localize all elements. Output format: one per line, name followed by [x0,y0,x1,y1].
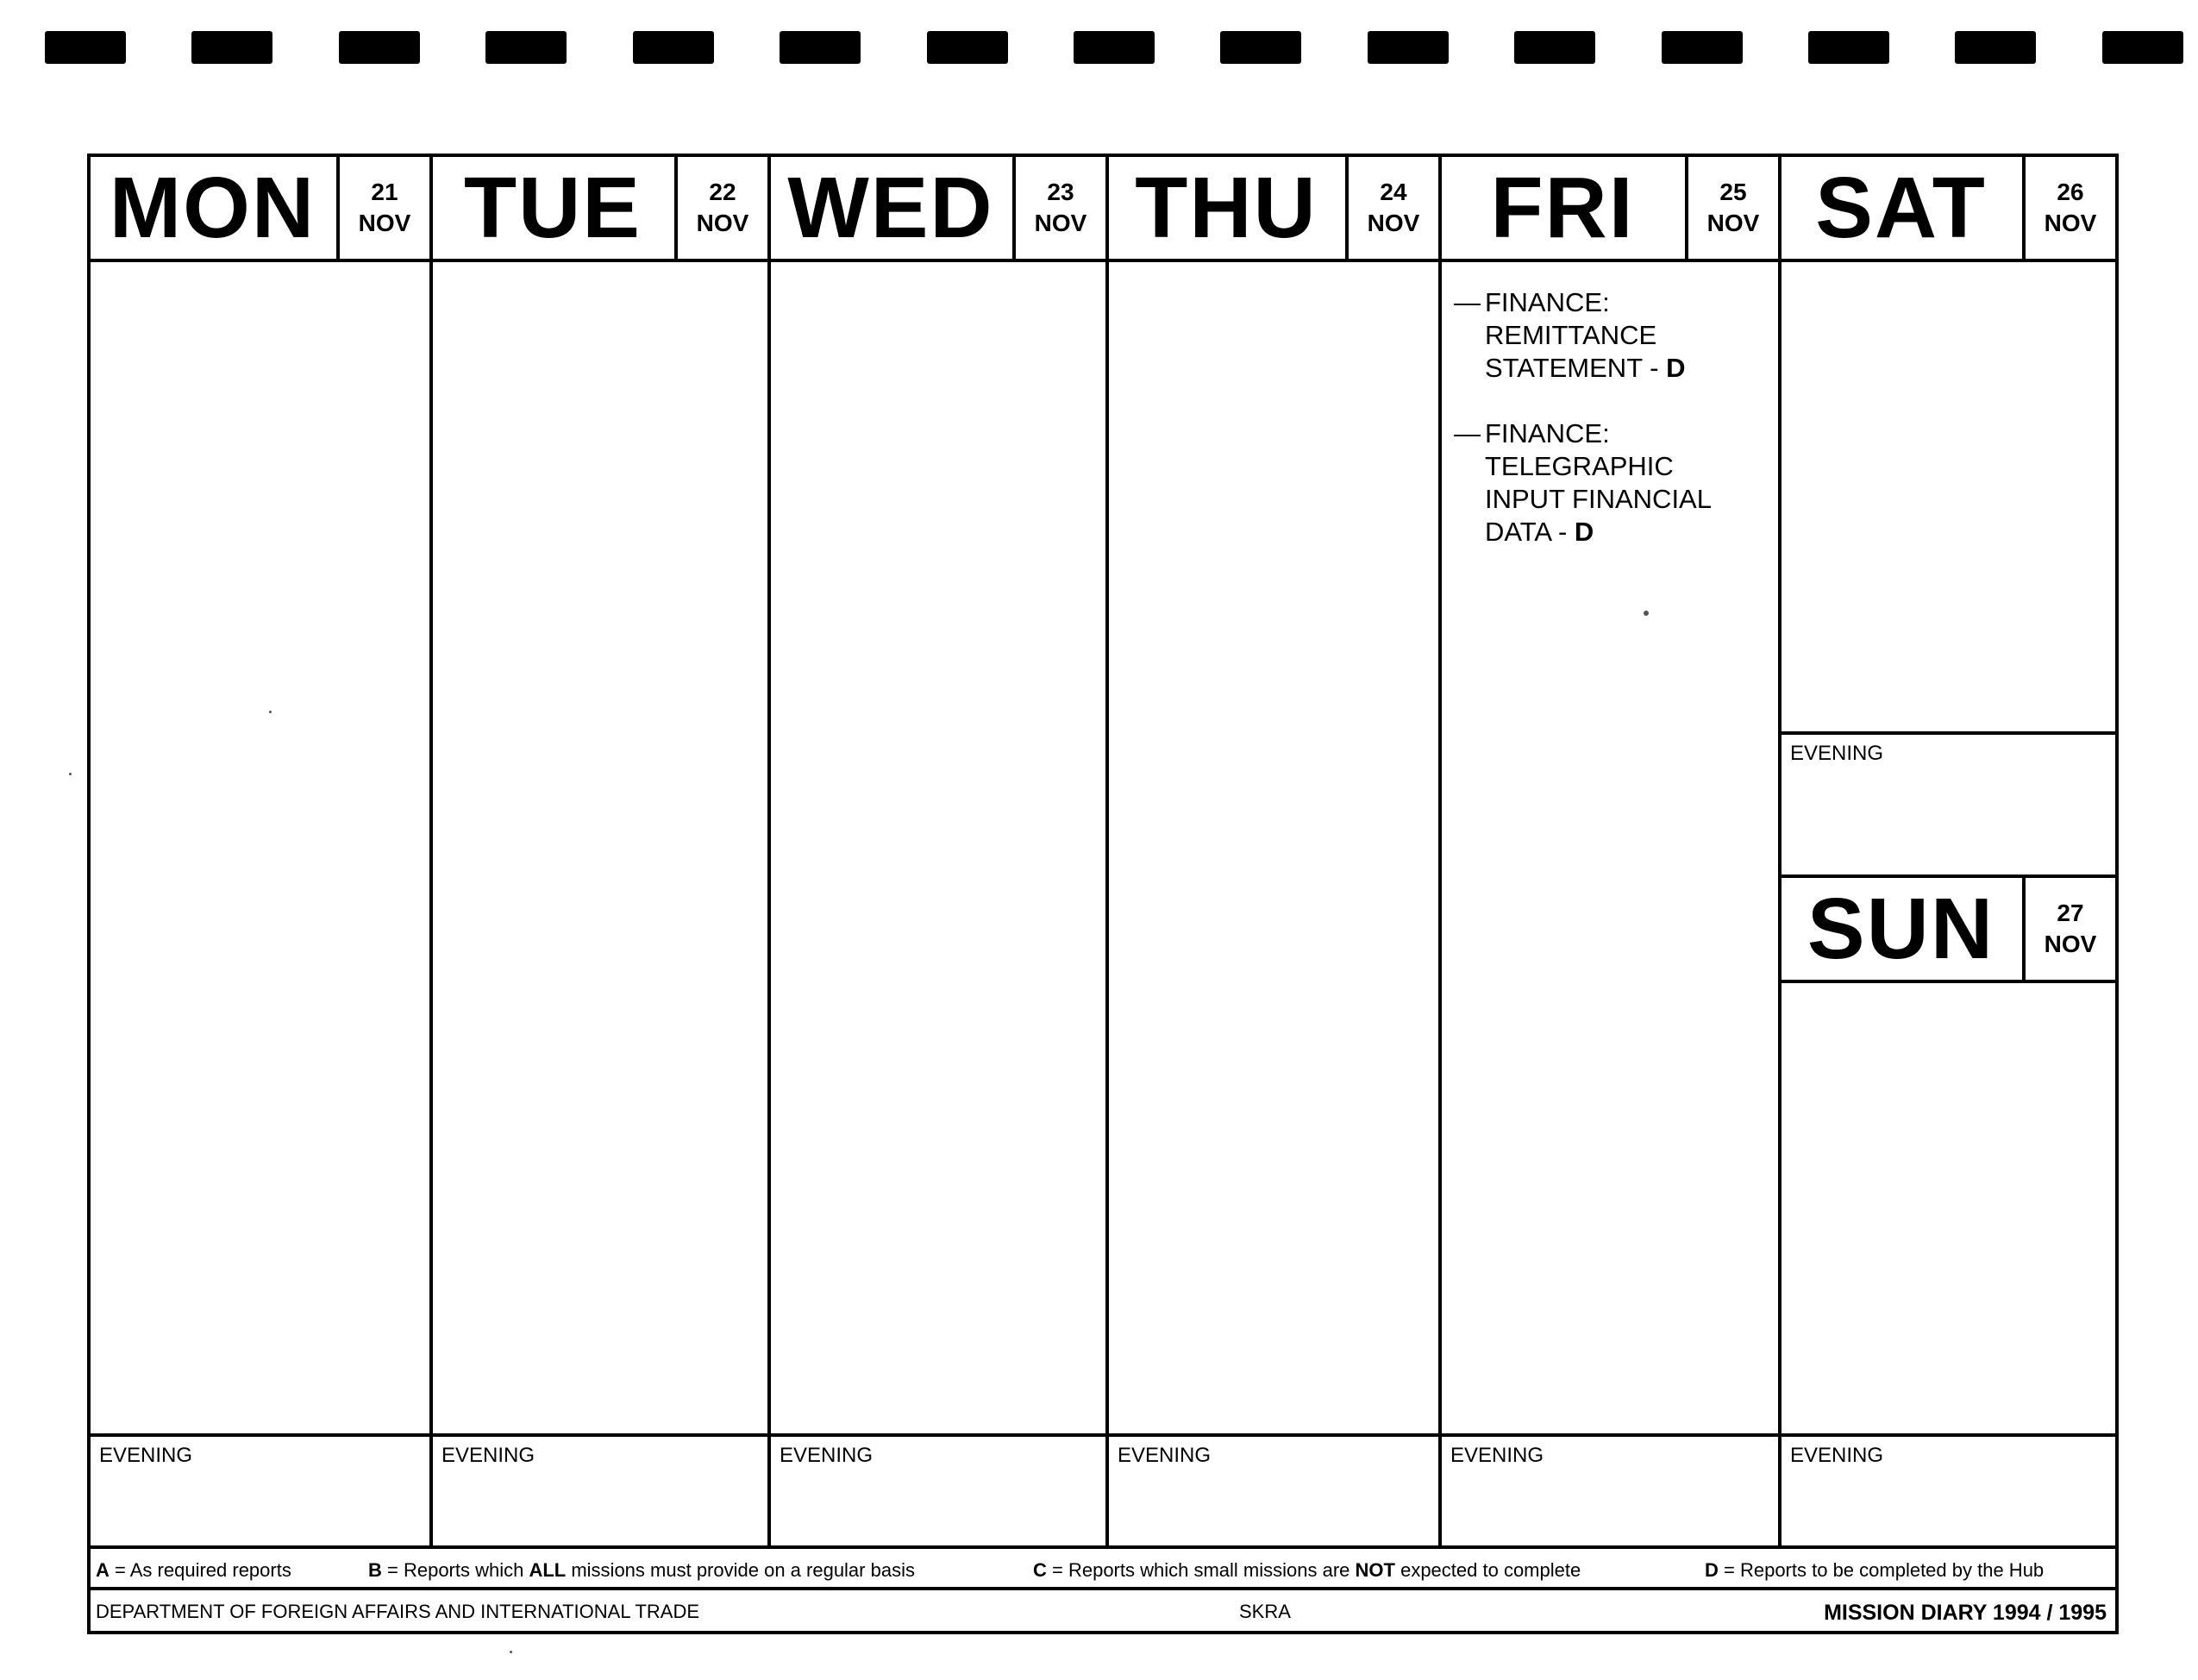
day-header [433,157,767,262]
entry-dash: — [1454,287,1481,317]
scan-speck [1644,611,1649,616]
day-name: TUE [464,159,642,256]
day-column-tue [429,157,767,1545]
evening-label: EVENING [441,1444,535,1467]
date-box [1345,157,1438,259]
date-box [2022,157,2115,259]
day-header [1109,157,1438,262]
entry-dash: — [1454,418,1481,448]
day-name: SUN [1807,880,1995,977]
day-column-fri [1438,157,1778,1545]
evening-section[interactable] [771,1433,1105,1545]
entry-text: FINANCE: TELEGRAPHIC INPUT FINANCIAL DATA - D [1485,418,1712,547]
footer-code: SKRA [1239,1601,1291,1622]
legend-d: D = Reports to be completed by the Hub [1705,1559,2045,1581]
date-day: 25 [1719,179,1747,205]
date-day: 27 [2057,900,2084,926]
date-month: NOV [2044,210,2097,236]
diary-entries [1454,286,1712,581]
scan-speck [69,773,72,775]
day-header [1442,157,1778,262]
diary-week-sheet [87,154,2119,1634]
day-name: FRI [1490,159,1635,256]
evening-section[interactable] [1109,1433,1438,1545]
date-day: 22 [709,179,736,205]
report-code: D [1574,517,1594,547]
legend-b: B = Reports which ALL missions must provide on a regular basis [368,1559,915,1581]
saturday-evening-section[interactable] [1782,731,2115,874]
date-month: NOV [1367,210,1420,236]
legend-row [91,1545,2115,1590]
date-day: 24 [1380,179,1407,205]
day-header [1782,157,2115,262]
day-name: THU [1135,159,1318,256]
legend-a: A = As required reports [96,1559,291,1581]
evening-label: EVENING [1450,1444,1544,1467]
date-box [336,157,429,259]
day-column-wed [767,157,1105,1545]
evening-label: EVENING [99,1444,193,1467]
scan-speck [510,1651,512,1653]
day-header [91,157,429,262]
date-box [674,157,767,259]
perforation-strip [45,31,2183,66]
sunday-evening-section[interactable] [1782,1433,2115,1545]
day-column-thu [1105,157,1438,1545]
date-day: 23 [1047,179,1074,205]
day-name: MON [109,159,316,256]
evening-section[interactable] [91,1433,429,1545]
date-month: NOV [696,210,749,236]
date-box [1685,157,1778,259]
footer-department: DEPARTMENT OF FOREIGN AFFAIRS AND INTERNATIONAL TRADE [96,1601,700,1622]
date-month: NOV [1034,210,1087,236]
day-name: WED [787,159,994,256]
sunday-header [1782,874,2115,983]
date-month: NOV [358,210,411,236]
evening-label: EVENING [1790,742,1884,765]
date-day: 26 [2057,179,2084,205]
date-box [1012,157,1105,259]
evening-section[interactable] [433,1433,767,1545]
footer-row [91,1590,2115,1634]
date-day: 21 [371,179,398,205]
evening-label: EVENING [780,1444,874,1467]
diary-entry[interactable] [1454,286,1712,385]
date-month: NOV [1706,210,1760,236]
day-column-mon [91,157,429,1545]
entry-text: FINANCE: REMITTANCE STATEMENT - D [1485,287,1686,383]
diary-entry[interactable] [1454,417,1712,549]
day-header [771,157,1105,262]
evening-label: EVENING [1118,1444,1212,1467]
evening-label: EVENING [1790,1444,1884,1467]
scan-speck [269,711,272,713]
evening-section[interactable] [1442,1433,1778,1545]
date-month: NOV [2044,931,2097,957]
legend-c: C = Reports which small missions are NOT expected to complete [1033,1559,1581,1581]
day-column-sat-sun [1778,157,2115,1545]
date-box [2022,878,2115,980]
report-code: D [1666,353,1686,383]
day-name: SAT [1815,159,1987,256]
footer-diary-title: MISSION DIARY 1994 / 1995 [1824,1601,2107,1625]
